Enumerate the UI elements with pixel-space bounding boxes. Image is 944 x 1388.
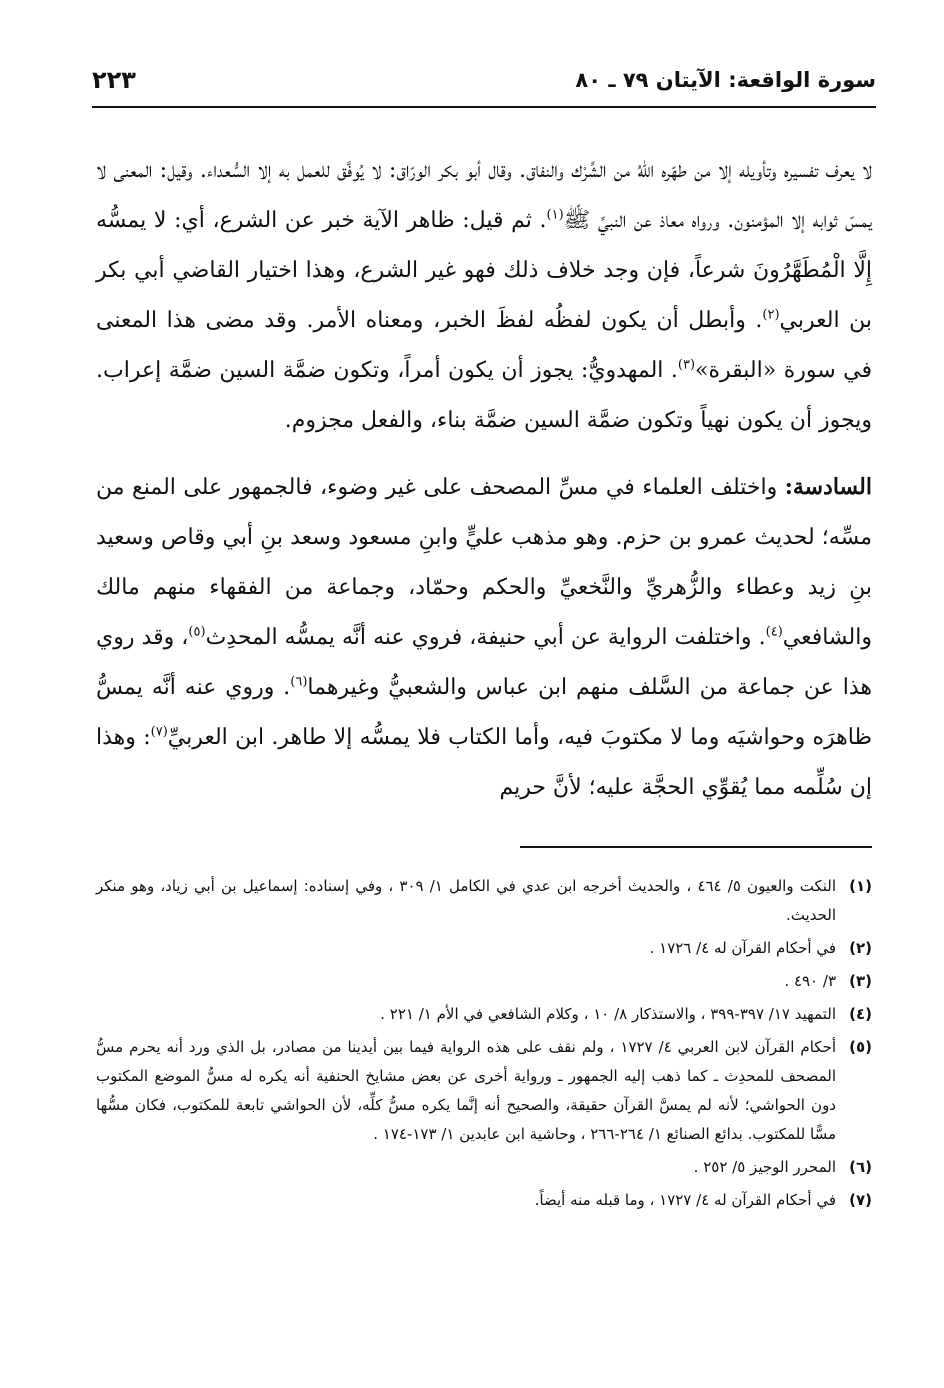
footnote-text: التمهيد ١٧/ ٣٩٧-٣٩٩ ، والاستذكار ٨/ ١٠ ، وكلام الشافعي في الأم ١/ ٢٢١ . xyxy=(380,1005,836,1023)
header-rule xyxy=(92,106,876,108)
footnote-text: النكت والعيون ٥/ ٤٦٤ ، والحديث أخرجه ابن عدي في الكامل ١/ ٣٠٩ ، وفي إسناده: إسماعيل بن أبي زياد، وهو منكر الحديث. xyxy=(96,877,836,924)
footnote-ref-4[interactable]: (٤) xyxy=(765,624,783,640)
footnote-6 xyxy=(96,1153,872,1182)
footnote-number: (٦) xyxy=(849,1158,872,1176)
section-lead: السادسة: xyxy=(784,474,872,500)
footnote-number: (٧) xyxy=(849,1191,872,1209)
footnote-number: (٣) xyxy=(849,972,872,990)
text-run: . ثم قيل: ظاهر الآية خبر عن الشرع، أي: لا يمسُّه إِلَّا الْمُطَهَّرُونَ شرعاً، فإن وجد خلاف ذلك فهو غير الشرع، وهذا اختيار القاضي أبي بكر بن العربي xyxy=(96,208,873,333)
footnote-text: ٣/ ٤٩٠ . xyxy=(784,972,836,990)
footnote-number: (٥) xyxy=(849,1038,872,1056)
footnote-ref-2[interactable]: (٢) xyxy=(762,307,780,323)
footnote-text: في أحكام القرآن له ٤/ ١٧٢٧ ، وما قبله منه أيضاً. xyxy=(534,1191,836,1209)
footnote-ref-6[interactable]: (٦) xyxy=(290,674,308,690)
footnote-number: (١) xyxy=(849,877,872,895)
footnote-separator xyxy=(520,846,872,848)
text-run: : وهذا إن سُلِّمه مما يُقوِّي الحجَّة عليه؛ لأنَّ حريم xyxy=(96,725,872,800)
footnote-number: (٤) xyxy=(849,1005,872,1023)
footnote-7 xyxy=(96,1186,872,1215)
text-run: . وأبطل أن يكون لفظُه لفظَ الخبر، ومعناه الأمر. وقد مضى هذا المعنى في سورة «البقرة» xyxy=(96,308,872,383)
surah-title: سورة الواقعة: الآيتان ٧٩ ـ ٨٠ xyxy=(575,68,876,92)
footnote-number: (٢) xyxy=(849,939,872,957)
footnote-3 xyxy=(96,967,872,996)
footnote-5 xyxy=(96,1033,872,1149)
text-run: . المهدويُّ: يجوز أن يكون أمراً، وتكون ضمَّة السين ضمَّة إعراب. ويجوز أن يكون نهياً وتكون ضمَّة السين ضمَّة بناء، والفعل مجزوم. xyxy=(96,358,872,433)
footnote-ref-7[interactable]: (٧) xyxy=(150,724,168,740)
footnote-ref-3[interactable]: (٣) xyxy=(677,357,696,373)
text-run: . وروي عنه أنَّه يمسُّ ظاهرَه وحواشيَه وما لا مكتوبَ فيه، وأما الكتاب فلا يمسُّه إلا طاهر. ابن العربيِّ xyxy=(96,675,872,750)
footnote-ref-1[interactable]: (١) xyxy=(546,207,564,223)
footnote-ref-5[interactable]: (٥) xyxy=(188,624,206,640)
paragraph-2 xyxy=(96,462,872,813)
running-header xyxy=(92,64,876,108)
main-text xyxy=(96,146,872,813)
paragraph-1 xyxy=(96,146,872,446)
text-run: واختلف العلماء في مسِّ المصحف على غير وضوء، فالجمهور على المنع من مسِّه؛ لحديث عمرو بن حزم. وهو مذهب عليٍّ وابنِ مسعود وسعد بنِ أبي وقاص وسعيد بنِ زيد وعطاء والزُّهريِّ والنَّخعيِّ والحكم وحمّاد، وجماعة من الفقهاء منهم مالك والشافعي xyxy=(96,475,873,650)
page-number: ٢٢٣ xyxy=(92,66,136,94)
footnote-text: المحرر الوجيز ٥/ ٢٥٢ . xyxy=(693,1158,836,1176)
footnote-text: في أحكام القرآن له ٤/ ١٧٢٦ . xyxy=(649,939,836,957)
footnote-1 xyxy=(96,872,872,930)
footnote-text: أحكام القرآن لابن العربي ٤/ ١٧٢٧ ، ولم نقف على هذه الرواية فيما بين أيدينا من مصادر، بل الذي ورد أنه يحرم مسُّ المصحف للمحدِث ـ كما ذهب إليه الجمهور ـ ورواية أخرى عن بعض مشايخ الحنفية أنه يكره له مسُّ الموضع المكتوب دون الحواشي؛ لأنه لم يمسَّ القرآن حقيقة، والصحيح أنه إنَّما يكره مسُّ كلِّه، لأن الحواشي تابعة للمكتوب، فكان مسُّها مسًّا للمكتوب. بدائع الصنائع ١/ ٢٦٤-٢٦٦ ، وحاشية ابن عابدين ١/ ١٧٣-١٧٤ . xyxy=(96,1038,837,1143)
footnote-2 xyxy=(96,934,872,963)
text-run: ، وقد روي هذا عن جماعة من السَّلف منهم ابن عباس والشعبيُّ وغيرهما xyxy=(96,625,872,700)
footnote-4 xyxy=(96,1000,872,1029)
footnotes xyxy=(96,872,872,1219)
text-run: . واختلفت الرواية عن أبي حنيفة، فروي عنه أنَّه يمسُّه المحدِث xyxy=(205,625,766,650)
text-run: لا يعرف تفسيره وتأويله إلا من طهّره اللهُ من الشِّرْك والنفاق. وقال أبو بكر الورّاق: لا يُوفَّق للعمل به إلا السُّعداء. وقيل: المعنى لا يمسّ ثوابه إلا المؤمنون. ورواه معاذ عن النبيِّ ﷺ xyxy=(96,158,873,233)
